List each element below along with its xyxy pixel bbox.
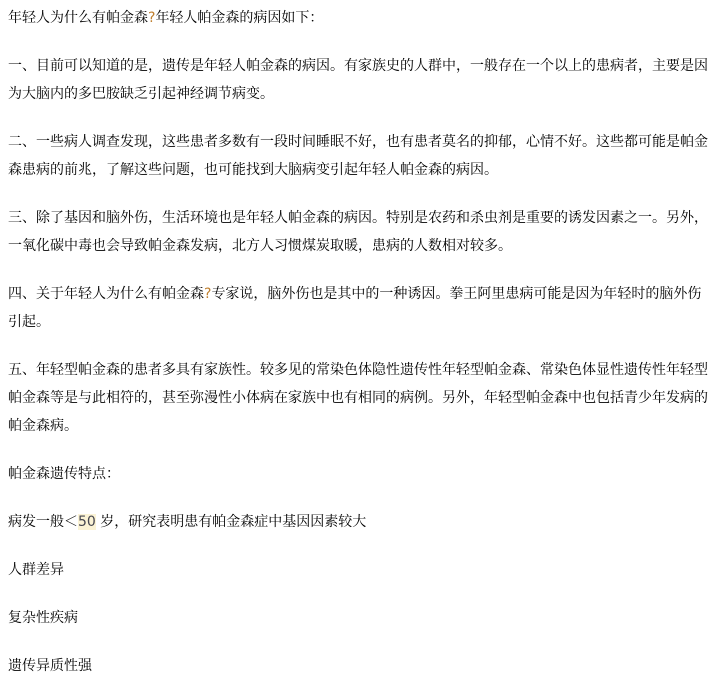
title-text-post: 年轻人帕金森的病因如下： xyxy=(155,10,324,26)
title-question-mark: ? xyxy=(148,10,156,26)
stat-line-onset-age xyxy=(8,508,710,536)
age-value-highlight: 50 xyxy=(78,514,96,530)
paragraph-cause-3: 三、除了基因和脑外伤，生活环境也是年轻人帕金森的病因。特别是农药和杀虫剂是重要的诱发因素之一。另外，一氧化碳中毒也会导致帕金森发病，北方人习惯煤炭取暖，患病的人数相对较多。 xyxy=(8,210,708,254)
paragraph-cause-4-pre: 四、关于年轻人为什么有帕金森 xyxy=(8,286,204,302)
title-text-pre: 年轻人为什么有帕金森 xyxy=(8,10,148,26)
paragraph-question-mark: ? xyxy=(204,286,212,302)
paragraph-cause-4-post: 专家说，脑外伤也是其中的一种诱因。拳王阿里患病可能是因为年轻时的脑外伤引起。 xyxy=(8,286,702,330)
paragraph-cause-2: 二、一些病人调查发现，这些患者多数有一段时间睡眠不好，也有患者莫名的抑郁，心情不好。这些都可能是帕金森患病的前兆，了解这些问题，也可能找到大脑病变引起年轻人帕金森的病因。 xyxy=(8,134,708,178)
article-title xyxy=(8,4,710,32)
paragraph-cause-1: 一、目前可以知道的是，遗传是年轻人帕金森的病因。有家族史的人群中，一般存在一个以上的患病者，主要是因为大脑内的多巴胺缺乏引起神经调节病变。 xyxy=(8,58,708,102)
paragraph-cause-4 xyxy=(8,280,710,336)
feature-item-genetic-heterogeneity: 遗传异质性强 xyxy=(8,658,92,674)
feature-item-complex-disease: 复杂性疾病 xyxy=(8,610,78,626)
paragraph-cause-5: 五、年轻型帕金森的患者多具有家族性。较多见的常染色体隐性遗传性年轻型帕金森、常染色体显性遗传性年轻型帕金森等是与此相符的，甚至弥漫性小体病在家族中也有相同的病例。另外，年轻型帕金森中也包括青少年发病的帕金森病。 xyxy=(8,362,708,434)
section-heading-genetic-features: 帕金森遗传特点： xyxy=(8,466,120,482)
stat-line-pre: 病发一般＜ xyxy=(8,514,78,530)
feature-item-population-difference: 人群差异 xyxy=(8,562,64,578)
stat-line-post: 岁，研究表明患有帕金森症中基因因素较大 xyxy=(95,514,367,530)
